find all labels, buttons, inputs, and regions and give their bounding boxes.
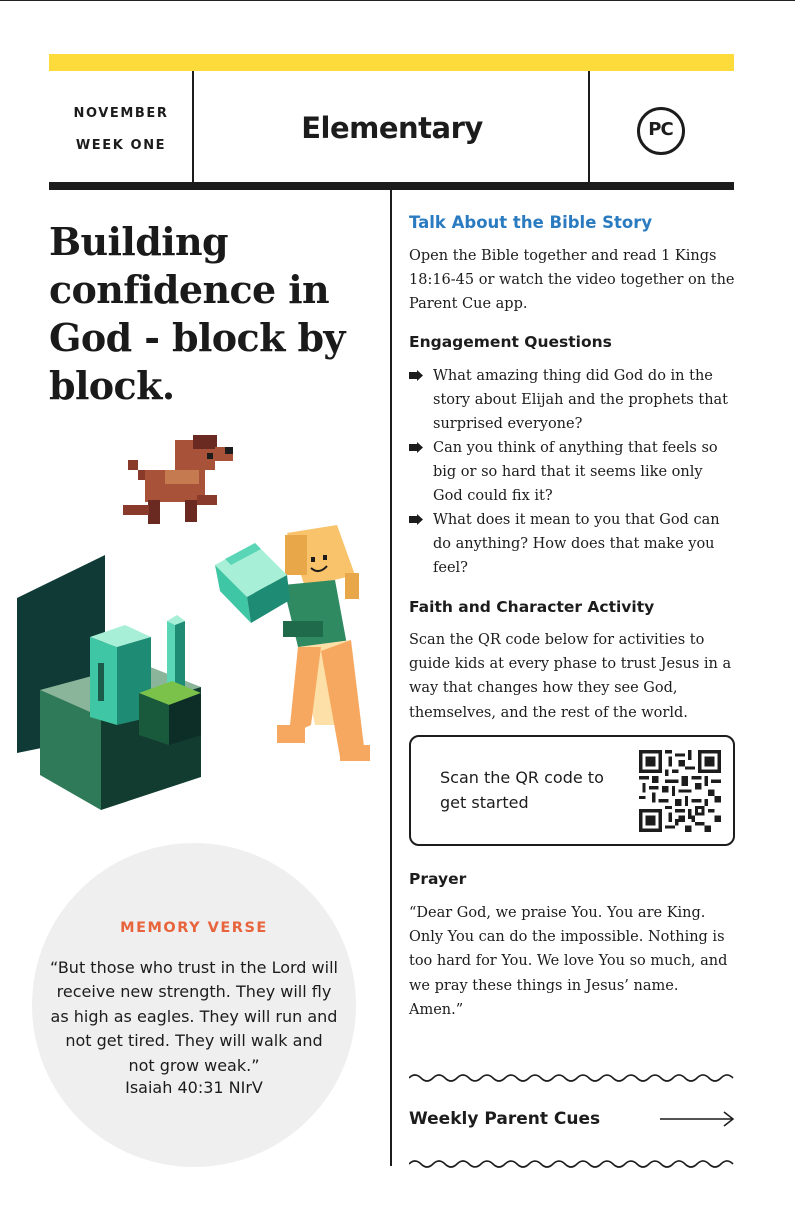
header-divider-left [192,71,194,183]
list-item [409,364,735,436]
activity-title: Faith and Character Activity [409,598,655,616]
bullet-arrow-icon [409,514,423,525]
header-date [49,71,193,183]
wave-divider-icon [409,1158,735,1170]
wave-divider-icon [409,1072,735,1084]
memory-verse [32,843,356,1167]
column-divider [390,190,392,1166]
engagement-question: Can you think of anything that feels so big or so hard that it seems like only God could fix it? [433,440,718,504]
right-arrow-icon[interactable] [660,1110,735,1128]
headline: Building confidence in God - block by block. [49,219,345,408]
prayer-text: “Dear God, we praise You. You are King. Only You can do the impossible. Nothing is too hard for You. We love You so much, and we pray these things in Jesus’ name. Amen.” [409,905,728,1018]
bible-story-title: Talk About the Bible Story [409,213,653,232]
list-item [409,508,735,580]
prayer-title: Prayer [409,870,467,888]
engagement-question: What amazing thing did God do in the story about Elijah and the prophets that surprised everyone? [433,368,728,432]
engagement-question: What does it mean to you that God can do anything? How does that make you feel? [433,512,720,576]
bible-story-text: Open the Bible together and read 1 Kings 18:16-45 or watch the video together on the Parent Cue app. [409,248,735,313]
pc-logo-icon [637,107,685,155]
qr-callout-text: Scan the QR code to get started [440,768,604,812]
header-divider-right [588,71,590,183]
header [49,71,734,183]
qr-callout[interactable] [409,735,735,846]
header-accent-bar [49,54,734,71]
activity-text: Scan the QR code below for activities to guide kids at every phase to trust Jesus in a way that changes how they see God, themselves, and the rest of the world. [409,632,732,721]
pc-logo-text: PC [648,119,673,140]
block-illustration [15,425,380,820]
top-rule [0,0,795,1]
pixel-dog-icon [123,435,233,524]
header-month: NOVEMBER [73,106,169,121]
bullet-arrow-icon [409,442,423,453]
memory-verse-label: MEMORY VERSE [120,920,268,936]
memory-verse-text: “But those who trust in the Lord will receive new strength. They will fly as high as eagles. They will run and not get tired. They will walk and not grow weak.” [50,958,338,1075]
header-week: WEEK ONE [75,138,167,153]
engagement-title: Engagement Questions [409,333,612,351]
header-bottom-bar [49,182,734,190]
bullet-arrow-icon [409,370,423,381]
qr-code-icon[interactable] [639,750,721,832]
list-item [409,436,735,508]
memory-verse-reference: Isaiah 40:31 NIrV [125,1078,263,1097]
header-title: Elementary [301,111,483,145]
weekly-parent-cues-link[interactable]: Weekly Parent Cues [409,1109,601,1129]
engagement-question-list [409,364,735,580]
